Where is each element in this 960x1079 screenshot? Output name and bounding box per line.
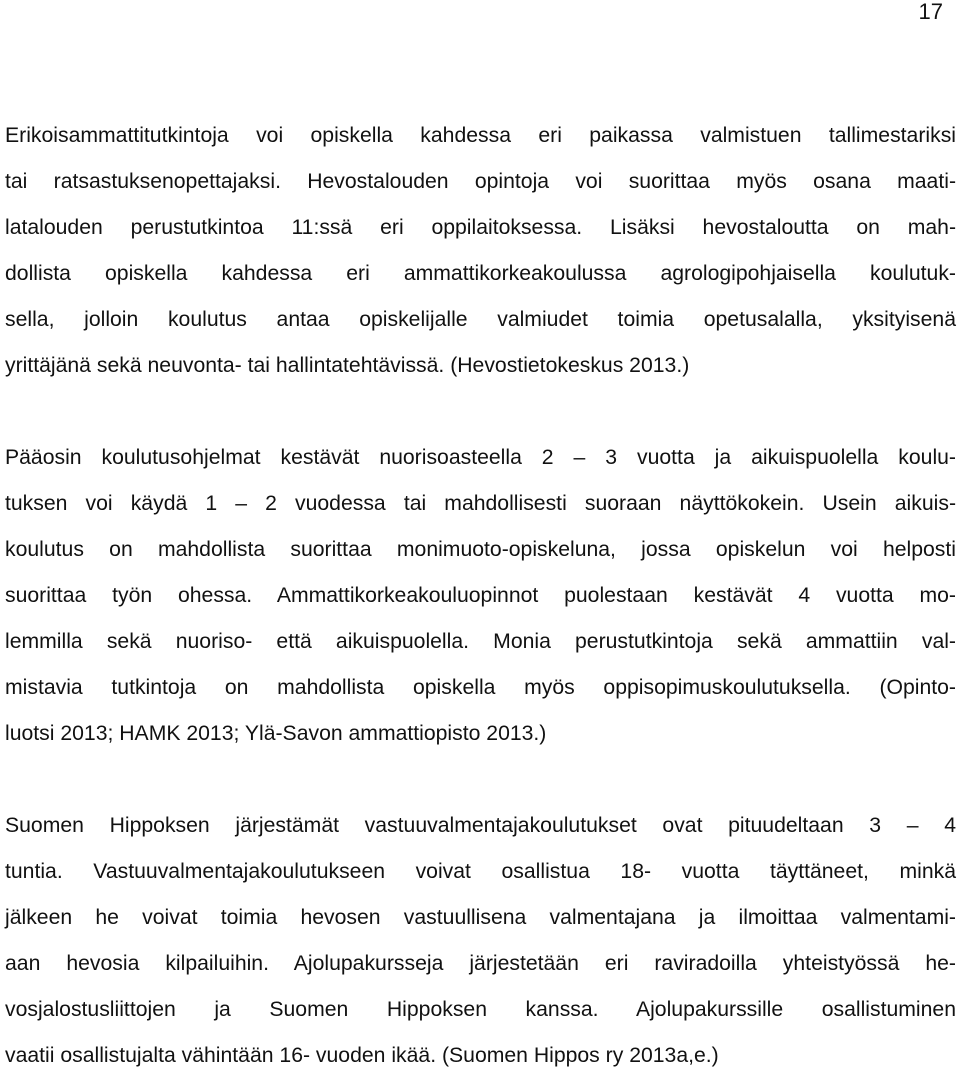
- text-line: tuksen voi käydä 1 – 2 vuodessa tai mahdollisesti suoraan näyttökokein. Usein aikuis-: [5, 492, 956, 515]
- text-line: tuntia. Vastuuvalmentajakoulutukseen voivat osallistua 18- vuotta täyttäneet, minkä: [5, 860, 956, 883]
- text-line: dollista opiskella kahdessa eri ammattikorkeakoulussa agrologipohjaisella koulutuk-: [5, 262, 956, 285]
- paragraph-2: [5, 435, 956, 757]
- paragraph-spacer: [5, 389, 956, 435]
- paragraph-3: [5, 803, 956, 1079]
- text-line: vaatii osallistujalta vähintään 16- vuoden ikää. (Suomen Hippos ry 2013a,e.): [5, 1044, 719, 1067]
- text-line: latalouden perustutkintoa 11:ssä eri oppilaitoksessa. Lisäksi hevostaloutta on mah-: [5, 216, 956, 239]
- text-line: aan hevosia kilpailuihin. Ajolupakursseja järjestetään eri raviradoilla yhteistyössä he-: [5, 952, 956, 975]
- text-line: luotsi 2013; HAMK 2013; Ylä-Savon ammattiopisto 2013.): [5, 722, 547, 745]
- text-line: vosjalostusliittojen ja Suomen Hippoksen kanssa. Ajolupakurssille osallistuminen: [5, 998, 956, 1021]
- text-line: koulutus on mahdollista suorittaa monimuoto-opiskeluna, jossa opiskelun voi helposti: [5, 538, 956, 561]
- text-line: Pääosin koulutusohjelmat kestävät nuorisoasteella 2 – 3 vuotta ja aikuispuolella koulu-: [5, 446, 956, 469]
- text-line: tai ratsastuksenopettajaksi. Hevostalouden opintoja voi suorittaa myös osana maati-: [5, 170, 956, 193]
- text-line: yrittäjänä sekä neuvonta- tai hallintatehtävissä. (Hevostietokeskus 2013.): [5, 354, 690, 377]
- text-line: jälkeen he voivat toimia hevosen vastuullisena valmentajana ja ilmoittaa valmentami-: [5, 906, 956, 929]
- document-body: [5, 113, 956, 1079]
- text-line: lemmilla sekä nuoriso- että aikuispuolella. Monia perustutkintoja sekä ammattiin val-: [5, 630, 956, 653]
- paragraph-spacer: [5, 757, 956, 803]
- paragraph-1: [5, 113, 956, 389]
- page-number: 17: [918, 0, 943, 24]
- text-line: sella, jolloin koulutus antaa opiskelijalle valmiudet toimia opetusalalla, yksityisenä: [5, 308, 956, 331]
- text-line: Suomen Hippoksen järjestämät vastuuvalmentajakoulutukset ovat pituudeltaan 3 – 4: [5, 814, 956, 837]
- text-line: Erikoisammattitutkintoja voi opiskella kahdessa eri paikassa valmistuen tallimestariksi: [5, 124, 956, 147]
- text-line: suorittaa työn ohessa. Ammattikorkeakouluopinnot puolestaan kestävät 4 vuotta mo-: [5, 584, 956, 607]
- text-line: mistavia tutkintoja on mahdollista opiskella myös oppisopimuskoulutuksella. (Opinto-: [5, 676, 956, 699]
